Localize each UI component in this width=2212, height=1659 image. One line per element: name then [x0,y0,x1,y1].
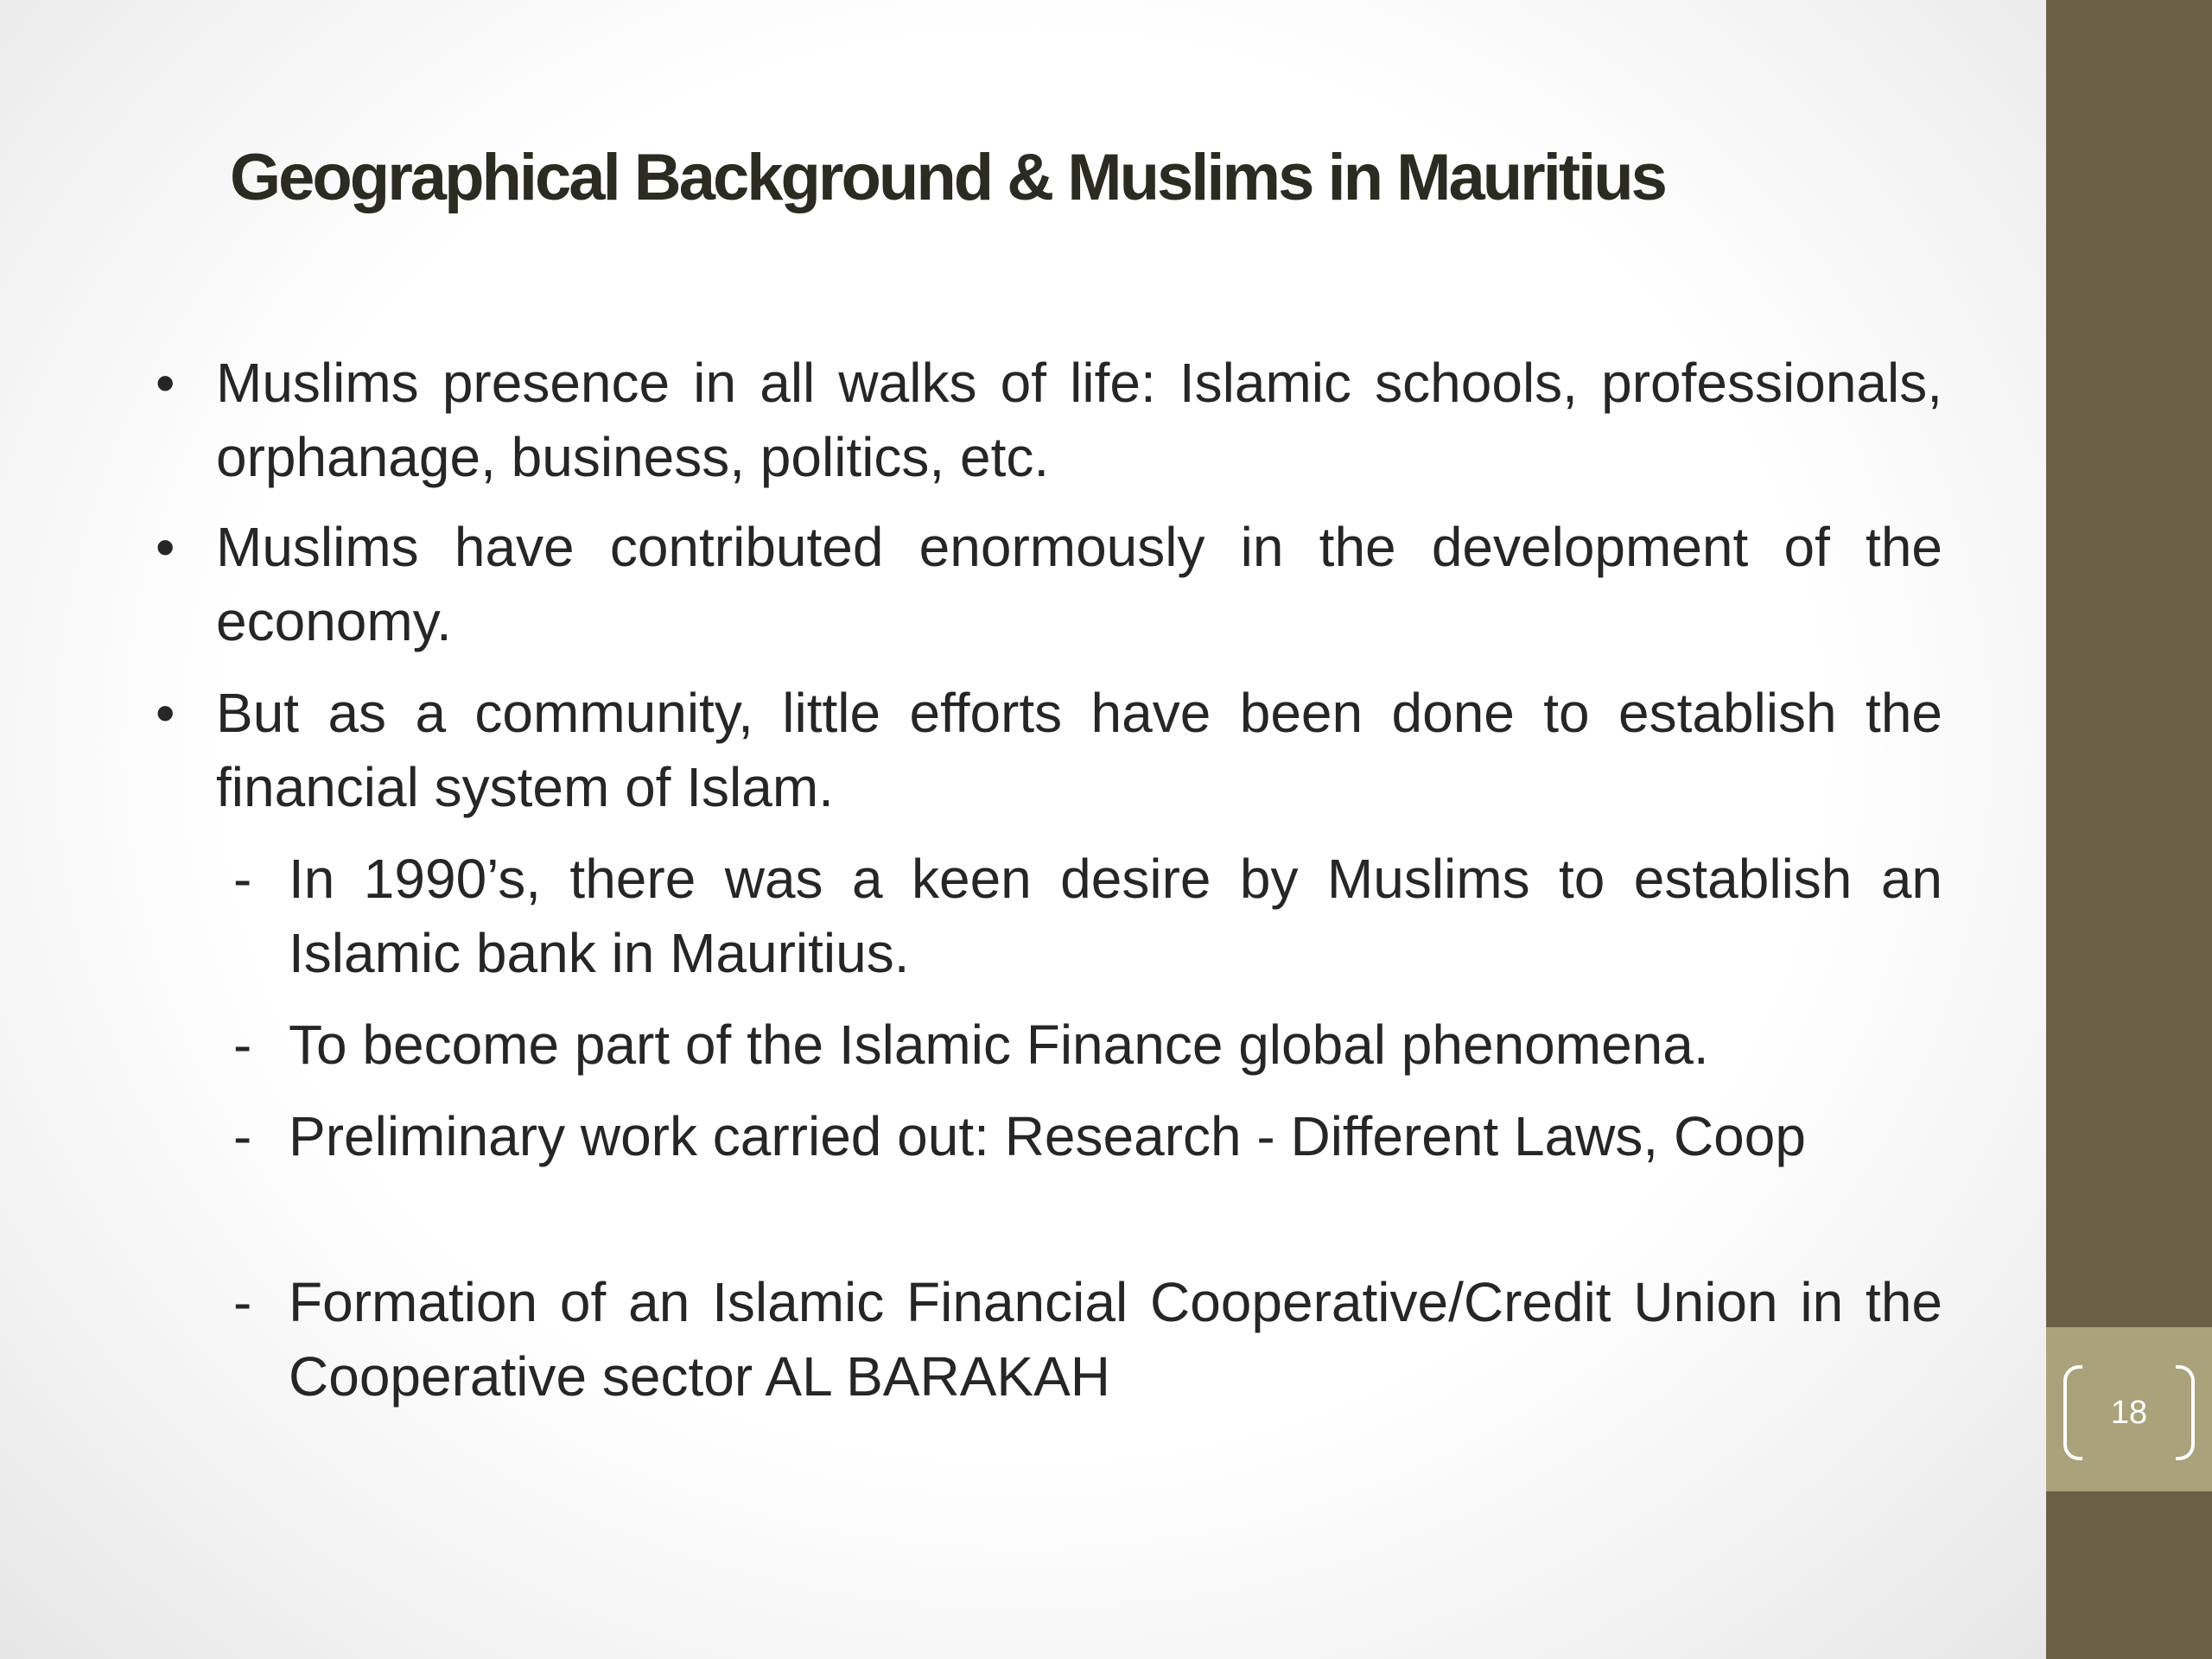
bullet-marker: • [156,682,175,744]
bullet-item [156,346,1942,494]
bullet-text: Muslims have contributed enormously in the development of the economy. [216,516,1942,652]
bullet-item [156,676,1942,824]
dash-marker: - [233,848,252,910]
sub-bullet-text: Preliminary work carried out: Research - Different Laws, Coop [289,1105,1806,1167]
dash-marker: - [233,1271,252,1333]
sub-bullet-item [233,842,1942,990]
sub-bullet-item [233,1099,1942,1173]
page-number: 18 [2110,1395,2148,1431]
sub-bullet-item [233,1007,1942,1082]
dash-marker: - [233,1105,252,1167]
sub-bullet-text: In 1990’s, there was a keen desire by Muslims to establish an Islamic bank in Mauritius. [289,848,1942,984]
right-bracket-icon [2176,1365,2195,1460]
bullet-marker: • [156,516,175,578]
bullet-marker: • [156,352,175,414]
sub-bullet-item [233,1265,1942,1414]
bullet-item [156,510,1942,658]
page-number-tab [2046,1327,2212,1491]
sub-bullet-text: To become part of the Islamic Finance global phenomena. [289,1014,1709,1076]
bullet-text: But as a community, little efforts have been done to establish the financial system of Islam. [216,682,1942,818]
bullet-text: Muslims presence in all walks of life: Islamic schools, professionals, orphanage, business, politics, etc. [216,352,1942,488]
slide-title: Geographical Background & Muslims in Mauritius [230,141,1665,214]
sub-bullet-text: Formation of an Islamic Financial Cooperative/Credit Union in the Cooperative sector AL BARAKAH [289,1271,1942,1408]
dash-marker: - [233,1014,252,1076]
